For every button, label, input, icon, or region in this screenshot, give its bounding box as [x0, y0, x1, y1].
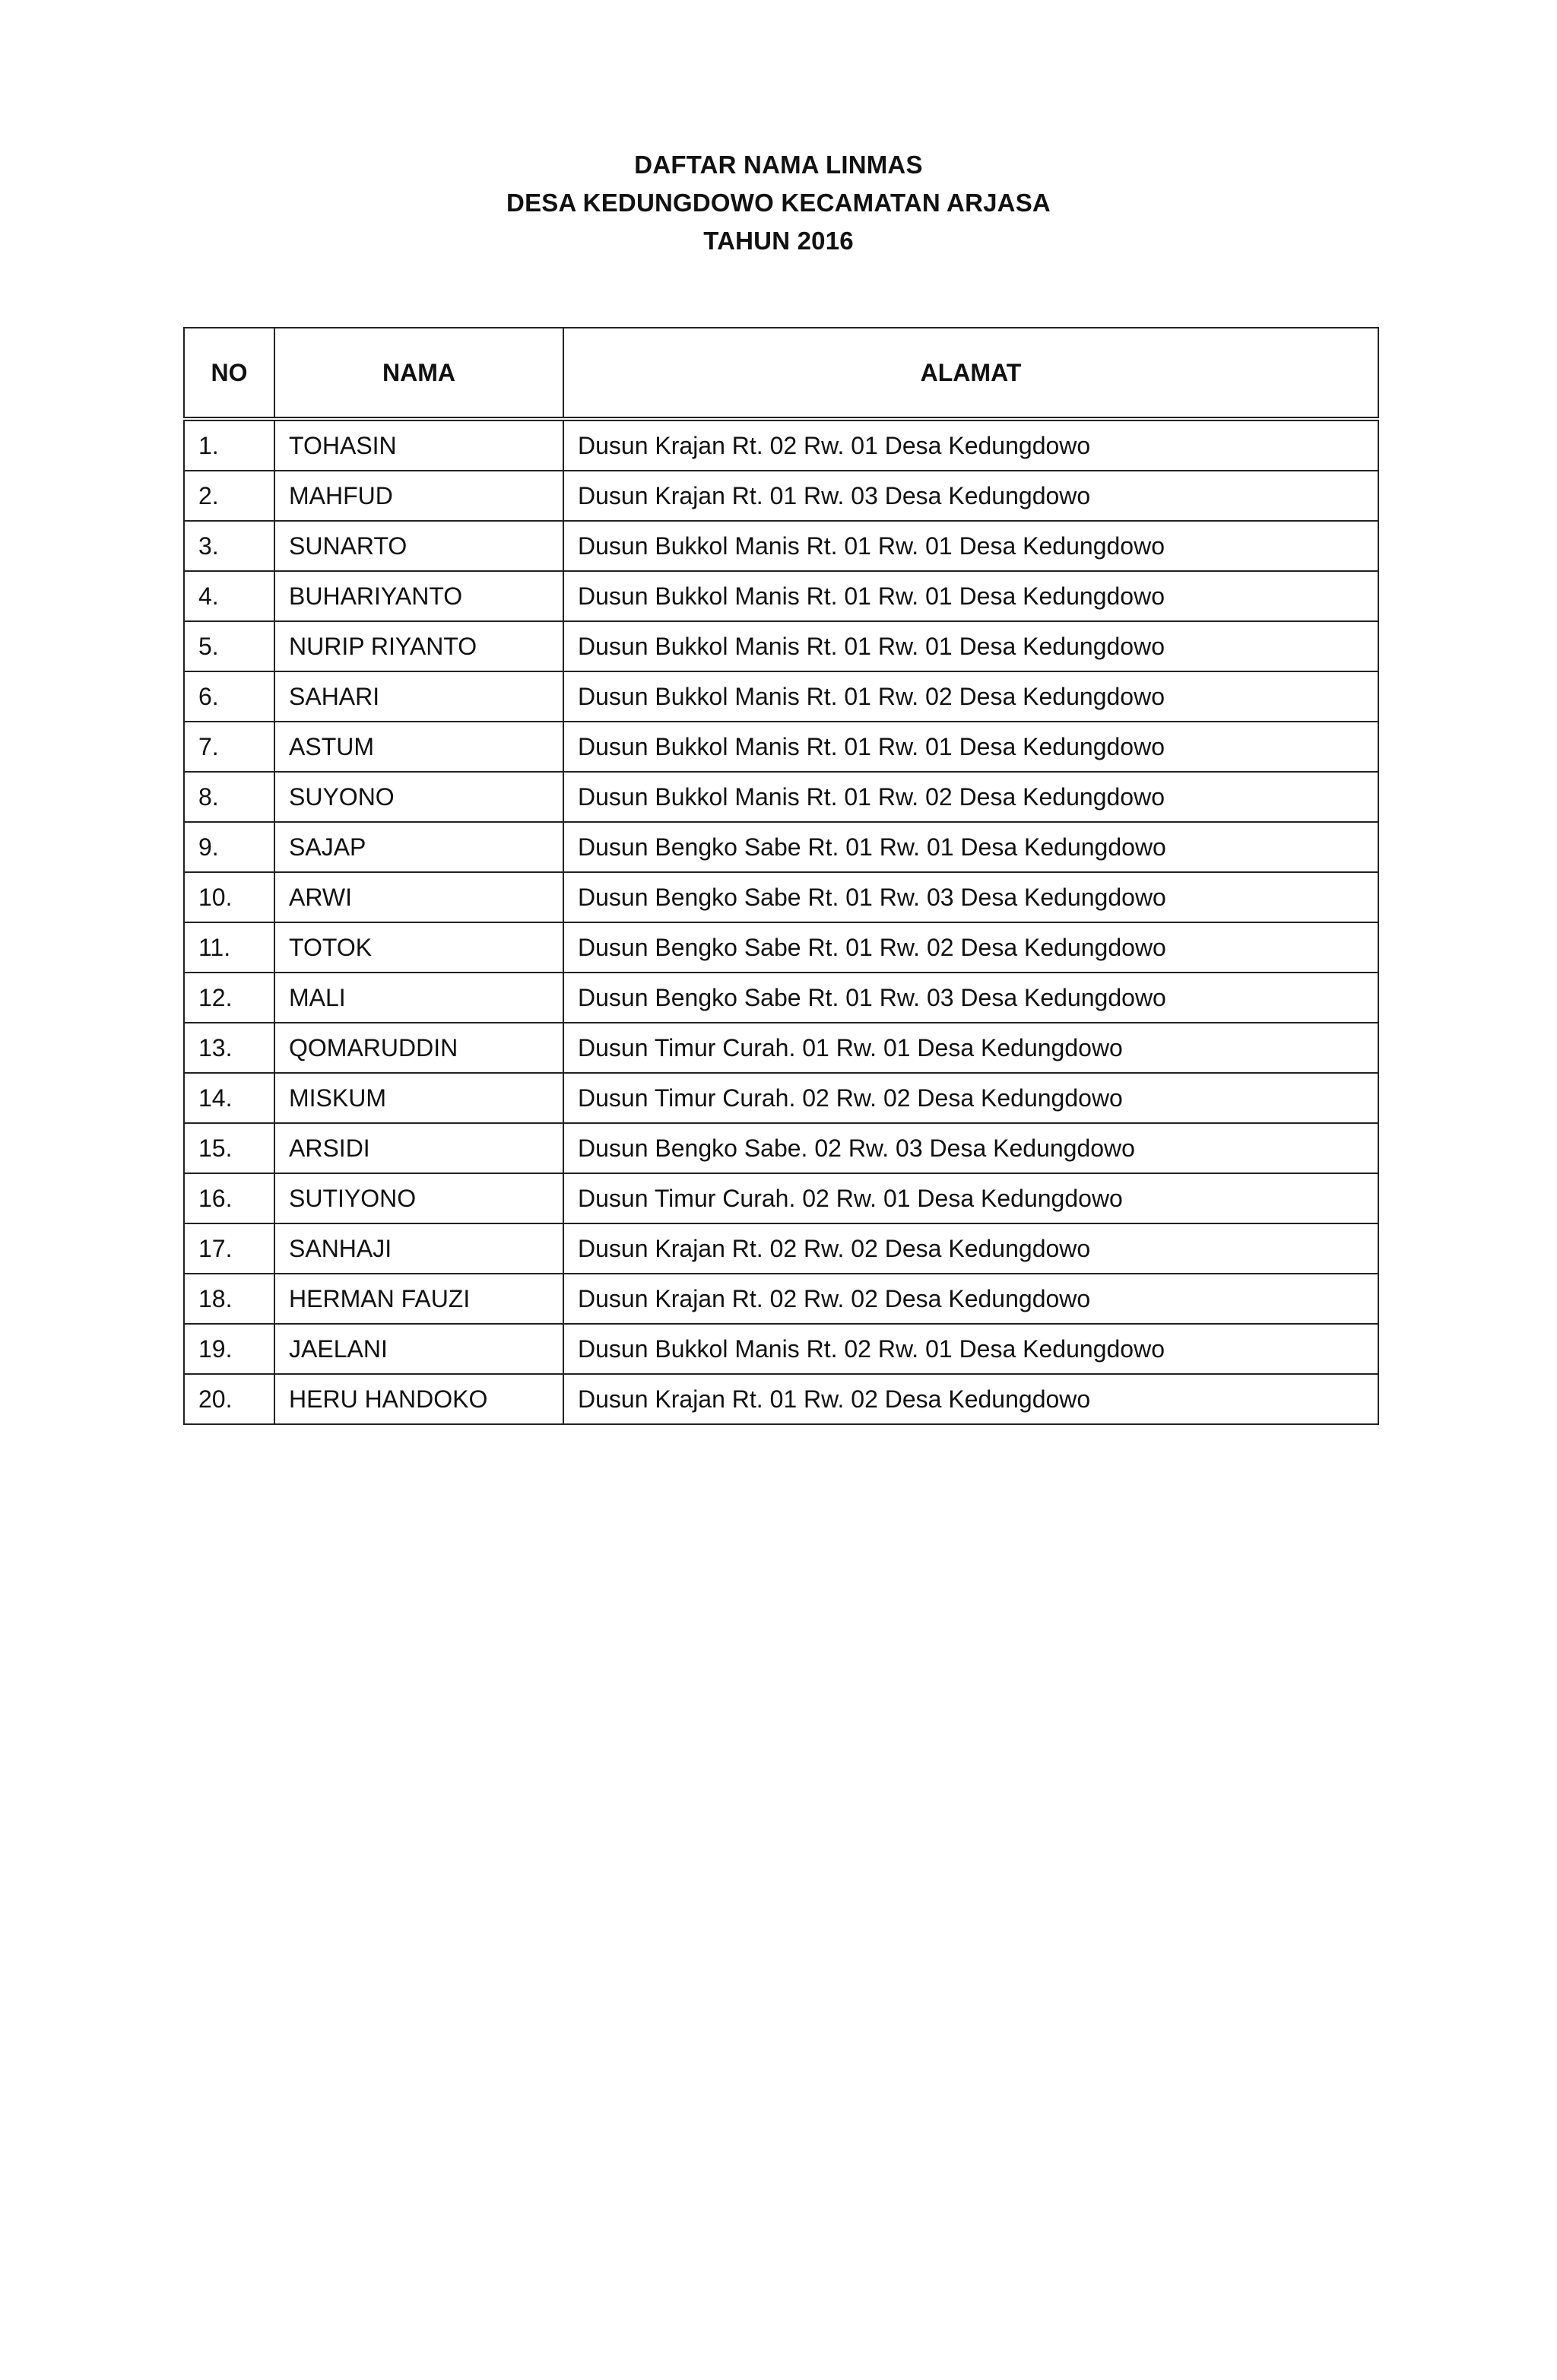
- document-title: [0, 146, 1557, 260]
- cell-nama: JAELANI: [274, 1324, 563, 1374]
- cell-no: 12.: [184, 973, 274, 1023]
- cell-no: 7.: [184, 722, 274, 772]
- table-row: [184, 621, 1378, 671]
- cell-nama: HERU HANDOKO: [274, 1374, 563, 1424]
- table-header-row: [184, 328, 1378, 419]
- table-row: [184, 722, 1378, 772]
- title-line-2: DESA KEDUNGDOWO KECAMATAN ARJASA: [506, 189, 1051, 217]
- cell-nama: SUYONO: [274, 772, 563, 822]
- cell-nama: QOMARUDDIN: [274, 1023, 563, 1073]
- header-alamat: ALAMAT: [563, 328, 1378, 419]
- cell-alamat: Dusun Bukkol Manis Rt. 01 Rw. 01 Desa Kedungdowo: [563, 521, 1378, 571]
- cell-alamat: Dusun Krajan Rt. 02 Rw. 02 Desa Kedungdowo: [563, 1223, 1378, 1274]
- cell-nama: TOHASIN: [274, 419, 563, 471]
- cell-no: 2.: [184, 471, 274, 521]
- cell-alamat: Dusun Timur Curah. 02 Rw. 02 Desa Kedungdowo: [563, 1073, 1378, 1123]
- cell-nama: BUHARIYANTO: [274, 571, 563, 621]
- cell-alamat: Dusun Bengko Sabe Rt. 01 Rw. 01 Desa Kedungdowo: [563, 822, 1378, 872]
- cell-alamat: Dusun Krajan Rt. 01 Rw. 03 Desa Kedungdowo: [563, 471, 1378, 521]
- cell-no: 20.: [184, 1374, 274, 1424]
- cell-no: 14.: [184, 1073, 274, 1123]
- cell-no: 3.: [184, 521, 274, 571]
- table-row: [184, 922, 1378, 973]
- cell-alamat: Dusun Bukkol Manis Rt. 01 Rw. 01 Desa Kedungdowo: [563, 571, 1378, 621]
- cell-nama: MISKUM: [274, 1073, 563, 1123]
- table-row: [184, 571, 1378, 621]
- table-row: [184, 1173, 1378, 1223]
- title-line-3: TAHUN 2016: [703, 227, 854, 255]
- cell-no: 4.: [184, 571, 274, 621]
- cell-alamat: Dusun Bukkol Manis Rt. 01 Rw. 02 Desa Kedungdowo: [563, 671, 1378, 722]
- cell-no: 1.: [184, 419, 274, 471]
- cell-nama: SUTIYONO: [274, 1173, 563, 1223]
- cell-no: 6.: [184, 671, 274, 722]
- cell-nama: ASTUM: [274, 722, 563, 772]
- table-row: [184, 1023, 1378, 1073]
- cell-nama: MALI: [274, 973, 563, 1023]
- cell-alamat: Dusun Bengko Sabe Rt. 01 Rw. 03 Desa Kedungdowo: [563, 872, 1378, 922]
- cell-alamat: Dusun Krajan Rt. 02 Rw. 02 Desa Kedungdowo: [563, 1274, 1378, 1324]
- linmas-table: [183, 327, 1379, 1425]
- title-line-1: DAFTAR NAMA LINMAS: [634, 151, 923, 179]
- header-nama: NAMA: [274, 328, 563, 419]
- cell-nama: HERMAN FAUZI: [274, 1274, 563, 1324]
- cell-alamat: Dusun Bukkol Manis Rt. 01 Rw. 01 Desa Kedungdowo: [563, 621, 1378, 671]
- table-row: [184, 772, 1378, 822]
- table-row: [184, 671, 1378, 722]
- cell-no: 5.: [184, 621, 274, 671]
- cell-alamat: Dusun Timur Curah. 01 Rw. 01 Desa Kedungdowo: [563, 1023, 1378, 1073]
- table-row: [184, 1123, 1378, 1173]
- cell-alamat: Dusun Timur Curah. 02 Rw. 01 Desa Kedungdowo: [563, 1173, 1378, 1223]
- cell-no: 8.: [184, 772, 274, 822]
- table-row: [184, 419, 1378, 471]
- cell-no: 13.: [184, 1023, 274, 1073]
- cell-nama: ARSIDI: [274, 1123, 563, 1173]
- cell-nama: SANHAJI: [274, 1223, 563, 1274]
- table-row: [184, 1223, 1378, 1274]
- table-row: [184, 973, 1378, 1023]
- table-row: [184, 872, 1378, 922]
- cell-no: 19.: [184, 1324, 274, 1374]
- cell-nama: TOTOK: [274, 922, 563, 973]
- table-row: [184, 1073, 1378, 1123]
- cell-no: 11.: [184, 922, 274, 973]
- cell-no: 9.: [184, 822, 274, 872]
- cell-nama: SAHARI: [274, 671, 563, 722]
- cell-no: 15.: [184, 1123, 274, 1173]
- table-row: [184, 1324, 1378, 1374]
- cell-alamat: Dusun Bukkol Manis Rt. 01 Rw. 02 Desa Kedungdowo: [563, 772, 1378, 822]
- cell-alamat: Dusun Bukkol Manis Rt. 01 Rw. 01 Desa Kedungdowo: [563, 722, 1378, 772]
- table-row: [184, 1274, 1378, 1324]
- cell-nama: NURIP RIYANTO: [274, 621, 563, 671]
- cell-alamat: Dusun Bengko Sabe Rt. 01 Rw. 03 Desa Kedungdowo: [563, 973, 1378, 1023]
- table-row: [184, 471, 1378, 521]
- cell-no: 17.: [184, 1223, 274, 1274]
- cell-nama: MAHFUD: [274, 471, 563, 521]
- cell-no: 18.: [184, 1274, 274, 1324]
- cell-no: 16.: [184, 1173, 274, 1223]
- table-row: [184, 1374, 1378, 1424]
- cell-alamat: Dusun Bengko Sabe Rt. 01 Rw. 02 Desa Kedungdowo: [563, 922, 1378, 973]
- cell-no: 10.: [184, 872, 274, 922]
- cell-nama: SAJAP: [274, 822, 563, 872]
- table-row: [184, 822, 1378, 872]
- cell-alamat: Dusun Bukkol Manis Rt. 02 Rw. 01 Desa Kedungdowo: [563, 1324, 1378, 1374]
- cell-alamat: Dusun Krajan Rt. 02 Rw. 01 Desa Kedungdowo: [563, 419, 1378, 471]
- cell-nama: SUNARTO: [274, 521, 563, 571]
- cell-nama: ARWI: [274, 872, 563, 922]
- cell-alamat: Dusun Krajan Rt. 01 Rw. 02 Desa Kedungdowo: [563, 1374, 1378, 1424]
- cell-alamat: Dusun Bengko Sabe. 02 Rw. 03 Desa Kedungdowo: [563, 1123, 1378, 1173]
- table-row: [184, 521, 1378, 571]
- table-body: [184, 419, 1378, 1424]
- header-no: NO: [184, 328, 274, 419]
